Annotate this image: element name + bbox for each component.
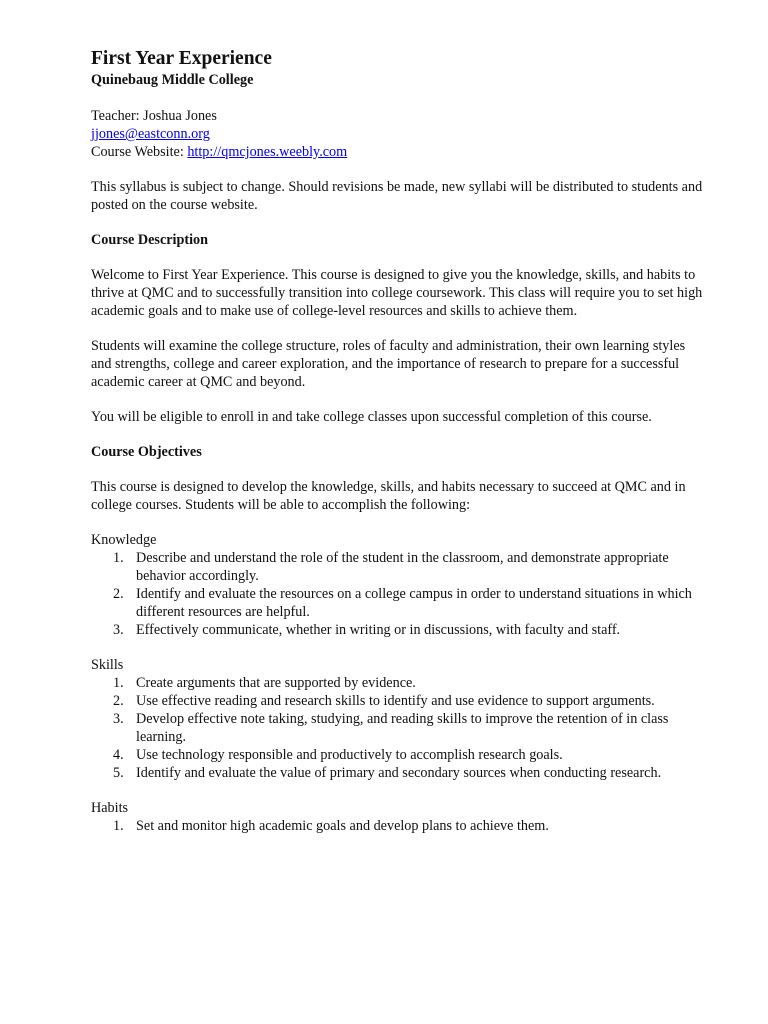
description-paragraph: You will be eligible to enroll in and take college classes upon successful completion of this course.	[91, 409, 652, 425]
list-item: 3. Effectively communicate, whether in writing or in discussions, with faculty and staff.	[113, 622, 621, 638]
document-title: First Year Experience	[91, 48, 272, 69]
skills-label: Skills	[91, 657, 124, 673]
list-item: 2. Use effective reading and research skills to identify and use evidence to support arguments.	[113, 693, 655, 709]
habits-list	[91, 817, 708, 835]
list-item: 4. Use technology responsible and productively to accomplish research goals.	[113, 747, 563, 763]
course-objectives-heading: Course Objectives	[91, 444, 202, 460]
skills-list	[91, 674, 708, 782]
teacher-line: Teacher: Joshua Jones	[91, 108, 217, 124]
list-item: 5. Identify and evaluate the value of primary and secondary sources when conducting research.	[113, 765, 662, 781]
habits-label: Habits	[91, 800, 129, 816]
teacher-email-link[interactable]: jjones@eastconn.org	[91, 126, 210, 142]
list-item: 1. Set and monitor high academic goals and develop plans to achieve them.	[113, 818, 549, 834]
course-description-heading: Course Description	[91, 232, 209, 248]
description-paragraph: Students will examine the college structure, roles of faculty and administration, their own learning styles and strengths, college and career exploration, and the importance of research to prepare for a successful academic career at QMC and beyond.	[91, 338, 686, 390]
objectives-intro: This course is designed to develop the knowledge, skills, and habits necessary to succeed at QMC and in college courses. Students will be able to accomplish the following:	[91, 479, 686, 513]
list-item: 1. Describe and understand the role of the student in the classroom, and demonstrate appropriate behavior accordingly.	[113, 550, 669, 584]
course-website-link[interactable]: http://qmcjones.weebly.com	[187, 144, 348, 160]
list-item: 2. Identify and evaluate the resources on a college campus in order to understand situations in which different resources are helpful.	[113, 586, 692, 620]
list-item: 3. Develop effective note taking, studying, and reading skills to improve the retention of in class learning.	[113, 711, 669, 745]
syllabus-notice: This syllabus is subject to change. Should revisions be made, new syllabi will be distributed to students and posted on the course website.	[91, 179, 703, 213]
course-website-line	[91, 143, 708, 161]
knowledge-label: Knowledge	[91, 532, 157, 548]
document-subtitle: Quinebaug Middle College	[91, 72, 254, 88]
list-item: 1. Create arguments that are supported by evidence.	[113, 675, 416, 691]
course-website-label: Course Website:	[91, 144, 188, 160]
knowledge-list	[91, 549, 708, 639]
description-paragraph: Welcome to First Year Experience. This course is designed to give you the knowledge, skills, and habits to thrive at QMC and to successfully transition into college coursework. This class will require you to set high academic goals and to make use of college-level resources and skills to achieve them.	[91, 267, 703, 319]
